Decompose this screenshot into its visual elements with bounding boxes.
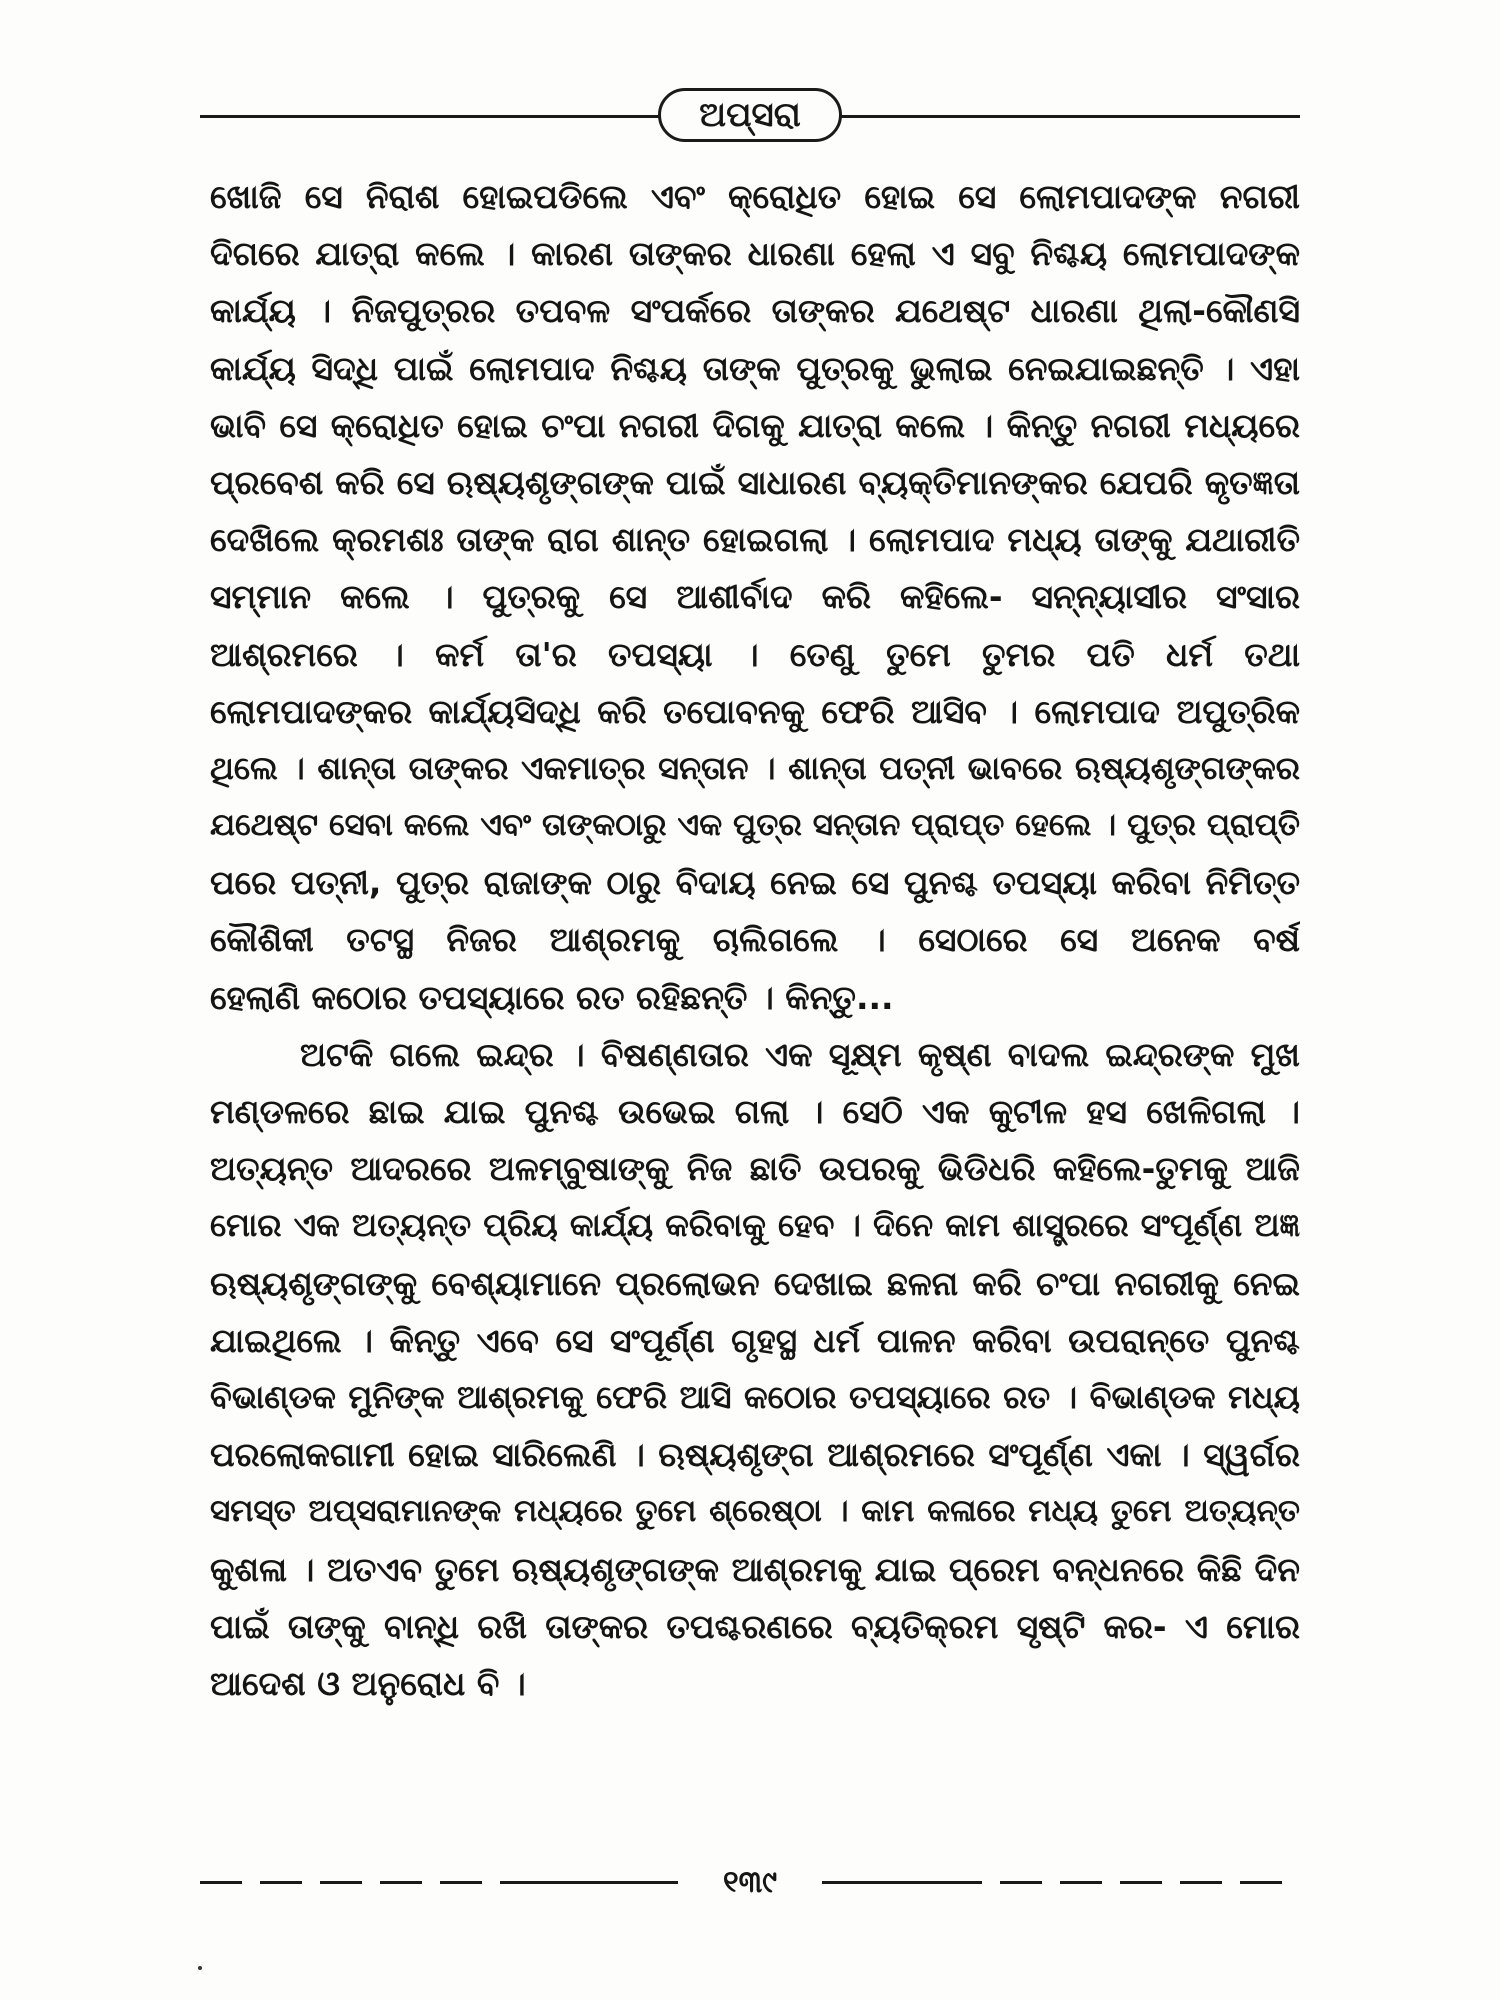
scan-speck — [198, 1966, 202, 1970]
text-line: ଯାଇଥିଲେ । କିନ୍ତୁ ଏବେ ସେ ସଂପୂର୍ଣ୍ଣ ଗୃହସ୍ଥ ଧର୍ମ ପାଳନ କରିବା ଉପରାନ୍ତେ ପୁନଶ୍ଚ — [210, 1320, 1300, 1360]
page-number: ୧୩୯ — [680, 1862, 820, 1902]
footer-rule-right — [822, 1881, 982, 1884]
text-line: ସମସ୍ତ ଅପ୍ସରାମାନଙ୍କ ମଧ୍ୟରେ ତୁମେ ଶ୍ରେଷ୍ଠା । କାମ କଳାରେ ମଧ୍ୟ ତୁମେ ଅତ୍ୟନ୍ତ — [210, 1493, 1300, 1530]
text-line: ହେଲାଣି କଠୋର ତପସ୍ୟାରେ ରତ ରହିଛନ୍ତି । କିନ୍ତୁ... — [210, 977, 894, 1017]
footer-dash — [1240, 1881, 1282, 1884]
text-line: ଆଶ୍ରମରେ । କର୍ମ ତା'ର ତପସ୍ୟା । ତେଣୁ ତୁମେ ତୁମର ପତି ଧର୍ମ ତଥା — [210, 634, 1300, 674]
header-rule-left — [200, 115, 660, 118]
text-line: ବିଭାଣ୍ଡକ ମୁନିଙ୍କ ଆଶ୍ରମକୁ ଫେରି ଆସି କଠୋର ତପସ୍ୟାରେ ରତ । ବିଭାଣ୍ଡକ ମଧ୍ୟ — [210, 1377, 1300, 1416]
text-line: ପରଲୋକଗାମୀ ହୋଇ ସାରିଲେଣି । ଋଷ୍ୟଶୃଙ୍ଗ ଆଶ୍ରମରେ ସଂପୂର୍ଣ୍ଣ ଏକା । ସ୍ୱର୍ଗର — [210, 1435, 1300, 1475]
footer-dash — [1000, 1881, 1042, 1884]
text-line: ଅତ୍ୟନ୍ତ ଆଦରରେ ଅଳମ୍ବୁଷାଙ୍କୁ ନିଜ ଛାତି ଉପରକୁ ଭିଡିଧରି କହିଲେ-ତୁମକୁ ଆଜି — [210, 1149, 1300, 1189]
book-title: ଅପ୍ସରା — [699, 95, 801, 135]
page-footer — [200, 1862, 1300, 1902]
text-line: ମୋର ଏକ ଅତ୍ୟନ୍ତ ପ୍ରିୟ କାର୍ଯ୍ୟ କରିବାକୁ ହେବ । ଦିନେ କାମ ଶାସ୍ତ୍ରରେ ସଂପୂର୍ଣ୍ଣ ଅଜ୍ଞ — [210, 1206, 1300, 1245]
text-line: କାର୍ଯ୍ୟ ସିଦ୍ଧି ପାଇଁ ଲୋମପାଦ ନିଶ୍ଚୟ ତାଙ୍କ ପୁତ୍ରକୁ ଭୁଲାଇ ନେଇଯାଇଛନ୍ତି । ଏହା — [210, 348, 1300, 388]
running-header — [200, 88, 1300, 144]
header-rule-right — [840, 115, 1300, 118]
footer-dash — [1120, 1881, 1162, 1884]
footer-dash — [200, 1881, 242, 1884]
paragraph — [210, 168, 1300, 1026]
text-line: ଅଟକି ଗଲେ ଇନ୍ଦ୍ର । ବିଷଣ୍ଣତାର ଏକ ସୂକ୍ଷ୍ମ କୃଷ୍ଣ ବାଦଲ ଇନ୍ଦ୍ରଙ୍କ ମୁଖ — [300, 1034, 1300, 1074]
footer-dash — [380, 1881, 422, 1884]
footer-dash — [1060, 1881, 1102, 1884]
paragraph — [210, 1026, 1300, 1712]
header-title-box — [658, 88, 842, 142]
text-line: ପ୍ରବେଶ କରି ସେ ଋଷ୍ୟଶୃଙ୍ଗଙ୍କ ପାଇଁ ସାଧାରଣ ବ୍ୟକ୍ତିମାନଙ୍କର ଯେପରି କୃତଜ୍ଞତା — [210, 462, 1300, 502]
footer-dash — [320, 1881, 362, 1884]
text-line: ଥିଲେ । ଶାନ୍ତା ତାଙ୍କର ଏକମାତ୍ର ସନ୍ତାନ । ଶାନ୍ତା ପତ୍ନୀ ଭାବରେ ଋଷ୍ୟଶୃଙ୍ଗଙ୍କର — [210, 748, 1300, 787]
text-line: ଲୋମପାଦଙ୍କର କାର୍ଯ୍ୟସିଦ୍ଧି କରି ତପୋବନକୁ ଫେରି ଆସିବ । ଲୋମପାଦ ଅପୁତ୍ରିକ — [210, 691, 1300, 731]
text-line: ଦିଗରେ ଯାତ୍ରା କଲେ । କାରଣ ତାଙ୍କର ଧାରଣା ହେଲା ଏ ସବୁ ନିଶ୍ଚୟ ଲୋମପାଦଙ୍କ — [210, 234, 1300, 274]
footer-dash — [1180, 1881, 1222, 1884]
text-line: କୌଶିକୀ ତଟସ୍ଥ ନିଜର ଆଶ୍ରମକୁ ଚାଲିଗଲେ । ସେଠାରେ ସେ ଅନେକ ବର୍ଷ — [210, 920, 1300, 960]
text-line: କାର୍ଯ୍ୟ । ନିଜପୁତ୍ରର ତପବଳ ସଂପର୍କରେ ତାଙ୍କର ଯଥେଷ୍ଟ ଧାରଣା ଥିଲା-କୌଣସି — [210, 291, 1300, 331]
text-line: ପାଇଁ ତାଙ୍କୁ ବାନ୍ଧି ରଖି ତାଙ୍କର ତପଶ୍ଚରଣରେ ବ୍ୟତିକ୍ରମ ସୃଷ୍ଟି କର- ଏ ମୋର — [210, 1606, 1300, 1646]
text-line: କୁଶଳା । ଅତଏବ ତୁମେ ଋଷ୍ୟଶୃଙ୍ଗଙ୍କ ଆଶ୍ରମକୁ ଯାଇ ପ୍ରେମ ବନ୍ଧନରେ କିଛି ଦିନ — [210, 1549, 1300, 1589]
text-line: ଋଷ୍ୟଶୃଙ୍ଗଙ୍କୁ ବେଶ୍ୟାମାନେ ପ୍ରଲୋଭନ ଦେଖାଇ ଛଳନା କରି ଚଂପା ନଗରୀକୁ ନେଇ — [210, 1263, 1300, 1303]
text-line: ଭାବି ସେ କ୍ରୋଧିତ ହୋଇ ଚଂପା ନଗରୀ ଦିଗକୁ ଯାତ୍ରା କଲେ । କିନ୍ତୁ ନଗରୀ ମଧ୍ୟରେ — [210, 405, 1300, 445]
text-line: ସମ୍ମାନ କଲେ । ପୁତ୍ରକୁ ସେ ଆଶୀର୍ବାଦ କରି କହିଲେ- ସନ୍ନ୍ୟାସୀର ସଂସାର — [210, 577, 1300, 617]
text-line: ଆଦେଶ ଓ ଅନୁରୋଧ ବି । — [210, 1663, 526, 1703]
text-line: ମଣ୍ଡଳରେ ଛାଇ ଯାଇ ପୁନଶ୍ଚ ଉଭେଇ ଗଲା । ସେଠି ଏକ କୁଟୀଳ ହସ ଖେଳିଗଲା । — [210, 1092, 1300, 1131]
text-line: ପରେ ପତ୍ନୀ, ପୁତ୍ର ରାଜାଙ୍କ ଠାରୁ ବିଦାୟ ନେଇ ସେ ପୁନଶ୍ଚ ତପସ୍ୟା କରିବା ନିମିତ୍ତ — [210, 863, 1300, 903]
text-line: ଖୋଜି ସେ ନିରାଶ ହୋଇପଡିଲେ ଏବଂ କ୍ରୋଧିତ ହୋଇ ସେ ଲୋମପାଦଙ୍କ ନଗରୀ — [210, 177, 1300, 216]
footer-rule-left — [500, 1881, 678, 1884]
footer-dash — [440, 1881, 482, 1884]
body-text — [210, 168, 1300, 1712]
text-line: ଦେଖିଲେ କ୍ରମଶଃ ତାଙ୍କ ରାଗ ଶାନ୍ତ ହୋଇଗଲା । ଲୋମପାଦ ମଧ୍ୟ ତାଙ୍କୁ ଯଥାରୀତି — [210, 520, 1300, 560]
text-line: ଯଥେଷ୍ଟ ସେବା କଲେ ଏବଂ ତାଙ୍କଠାରୁ ଏକ ପୁତ୍ର ସନ୍ତାନ ପ୍ରାପ୍ତ ହେଲେ । ପୁତ୍ର ପ୍ରାପ୍ତି — [210, 807, 1300, 844]
footer-dash — [260, 1881, 302, 1884]
